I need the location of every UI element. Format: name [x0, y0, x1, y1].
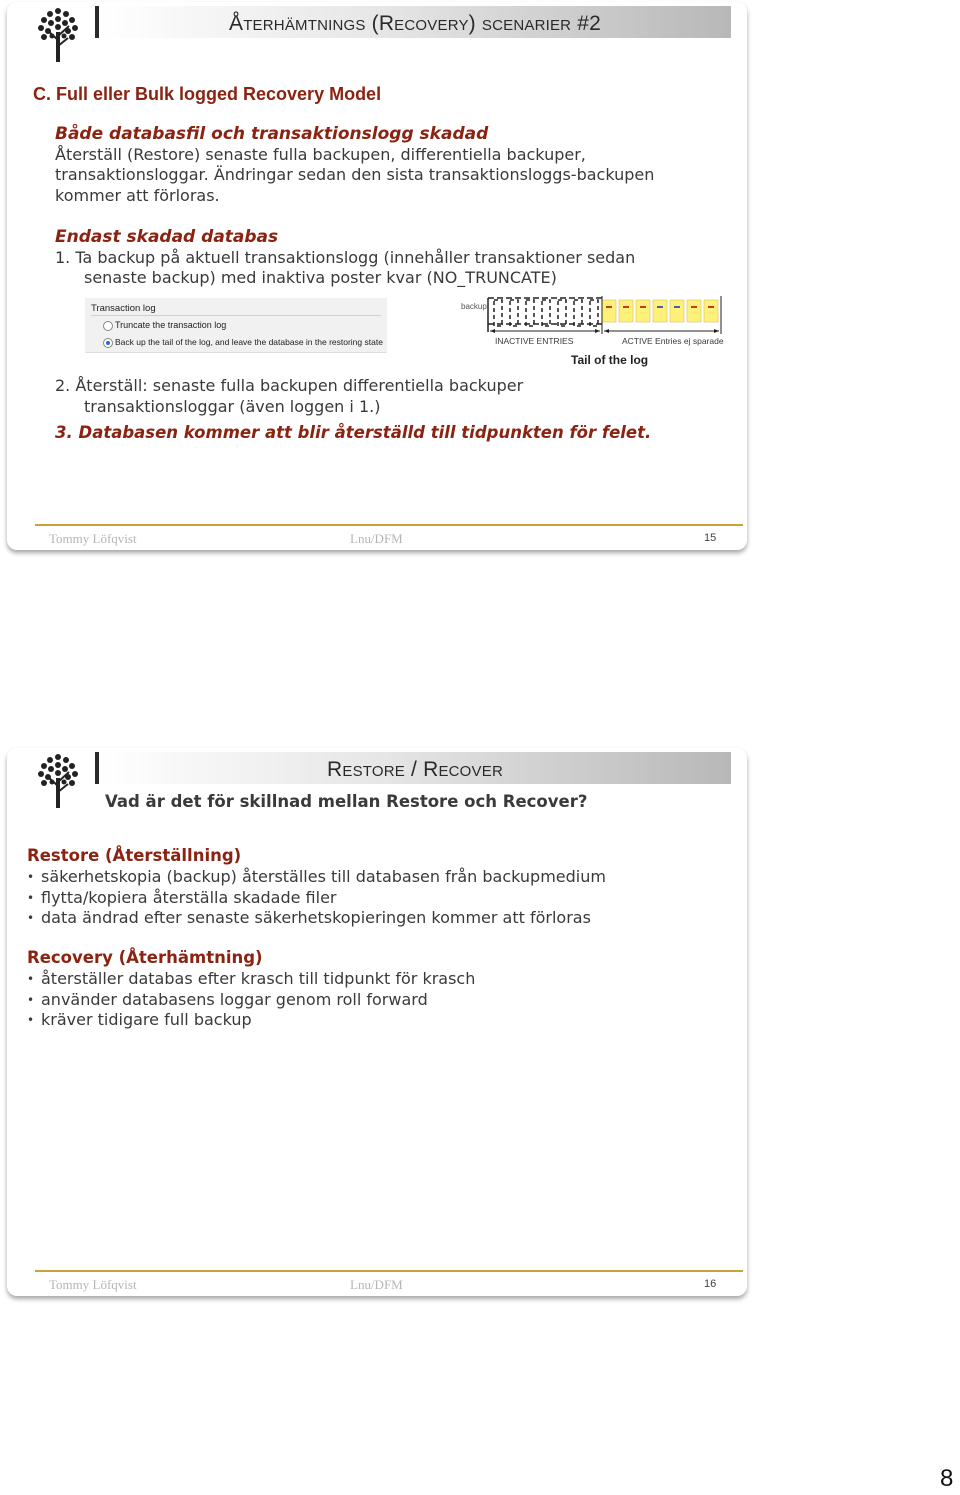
slide-title: Återhämtnings (Recovery) scenarier #2 [228, 12, 602, 35]
paragraph-line: kommer att förloras. [55, 186, 220, 205]
slide-16 [7, 748, 747, 1296]
footer-divider [35, 1270, 743, 1272]
subheading-both-damaged: Både databasfil och transaktionslogg skadad [55, 124, 489, 144]
step-1-line: senaste backup) med inaktiva poster kvar (NO_TRUNCATE) [84, 268, 557, 287]
slide-number: 16 [704, 1278, 717, 1290]
option-tail-backup: Back up the tail of the log, and leave the database in the restoring state [115, 337, 383, 347]
tail-backup-radio[interactable] [103, 338, 113, 348]
active-entries-label: ACTIVE Entries ej sparade [622, 336, 724, 346]
backup-label: backup [461, 302, 487, 311]
footer-department: Lnu/DFM [350, 1277, 403, 1292]
tree-logo-icon [35, 752, 81, 810]
recovery-heading: Recovery (Återhämtning) [27, 948, 263, 967]
slide-title-bar [95, 6, 731, 38]
list-item: • använder databasens loggar genom roll forward [27, 990, 475, 1011]
step-1-line: 1. Ta backup på aktuell transaktionslogg (innehåller transaktioner sedan [55, 248, 636, 267]
list-item: • data ändrad efter senaste säkerhetskopieringen kommer att förloras [27, 908, 606, 929]
list-item: • kräver tidigare full backup [27, 1010, 475, 1031]
paragraph-line: transaktionsloggar. Ändringar sedan den sista transaktionsloggs-backupen [55, 165, 655, 184]
transaction-log-options-screenshot [85, 298, 387, 353]
recovery-list [27, 969, 475, 1031]
truncate-radio[interactable] [103, 321, 113, 331]
tail-of-log-label: Tail of the log [571, 353, 649, 367]
section-heading: C. Full eller Bulk logged Recovery Model [33, 84, 382, 104]
footer-author: Tommy Löfqvist [49, 1277, 137, 1292]
paragraph-line: Återställ (Restore) senaste fulla backupen, differentiella backuper, [55, 145, 586, 164]
restore-list [27, 867, 606, 929]
slide-question: Vad är det för skillnad mellan Restore och Recover? [105, 792, 588, 811]
slide-15 [7, 2, 747, 550]
restore-heading: Restore (Återställning) [27, 846, 242, 865]
footer-author: Tommy Löfqvist [49, 531, 137, 546]
slide-title-bar [95, 752, 731, 784]
list-item: • återställer databas efter krasch till tidpunkt för krasch [27, 969, 475, 990]
option-truncate: Truncate the transaction log [115, 320, 227, 330]
list-item: • säkerhetskopia (backup) återställes till databasen från backupmedium [27, 867, 606, 888]
transaction-log-diagram [457, 294, 729, 366]
slide-number: 15 [704, 532, 717, 544]
step-2-line: 2. Återställ: senaste fulla backupen differentiella backuper [55, 376, 524, 395]
footer-department: Lnu/DFM [350, 531, 403, 546]
slide-title: Restore / Recover [327, 758, 503, 781]
list-item: • flytta/kopiera återställa skadade filer [27, 888, 606, 909]
group-label: Transaction log [91, 303, 156, 314]
tree-logo-icon [35, 6, 81, 64]
step-3: 3. Databasen kommer att blir återställd till tidpunkten för felet. [55, 423, 652, 442]
inactive-entries-label: INACTIVE ENTRIES [495, 336, 574, 346]
footer-divider [35, 524, 743, 526]
step-2-line: transaktionsloggar (även loggen i 1.) [84, 397, 381, 416]
page-number: 8 [940, 1465, 954, 1492]
subheading-only-database: Endast skadad databas [55, 227, 279, 247]
